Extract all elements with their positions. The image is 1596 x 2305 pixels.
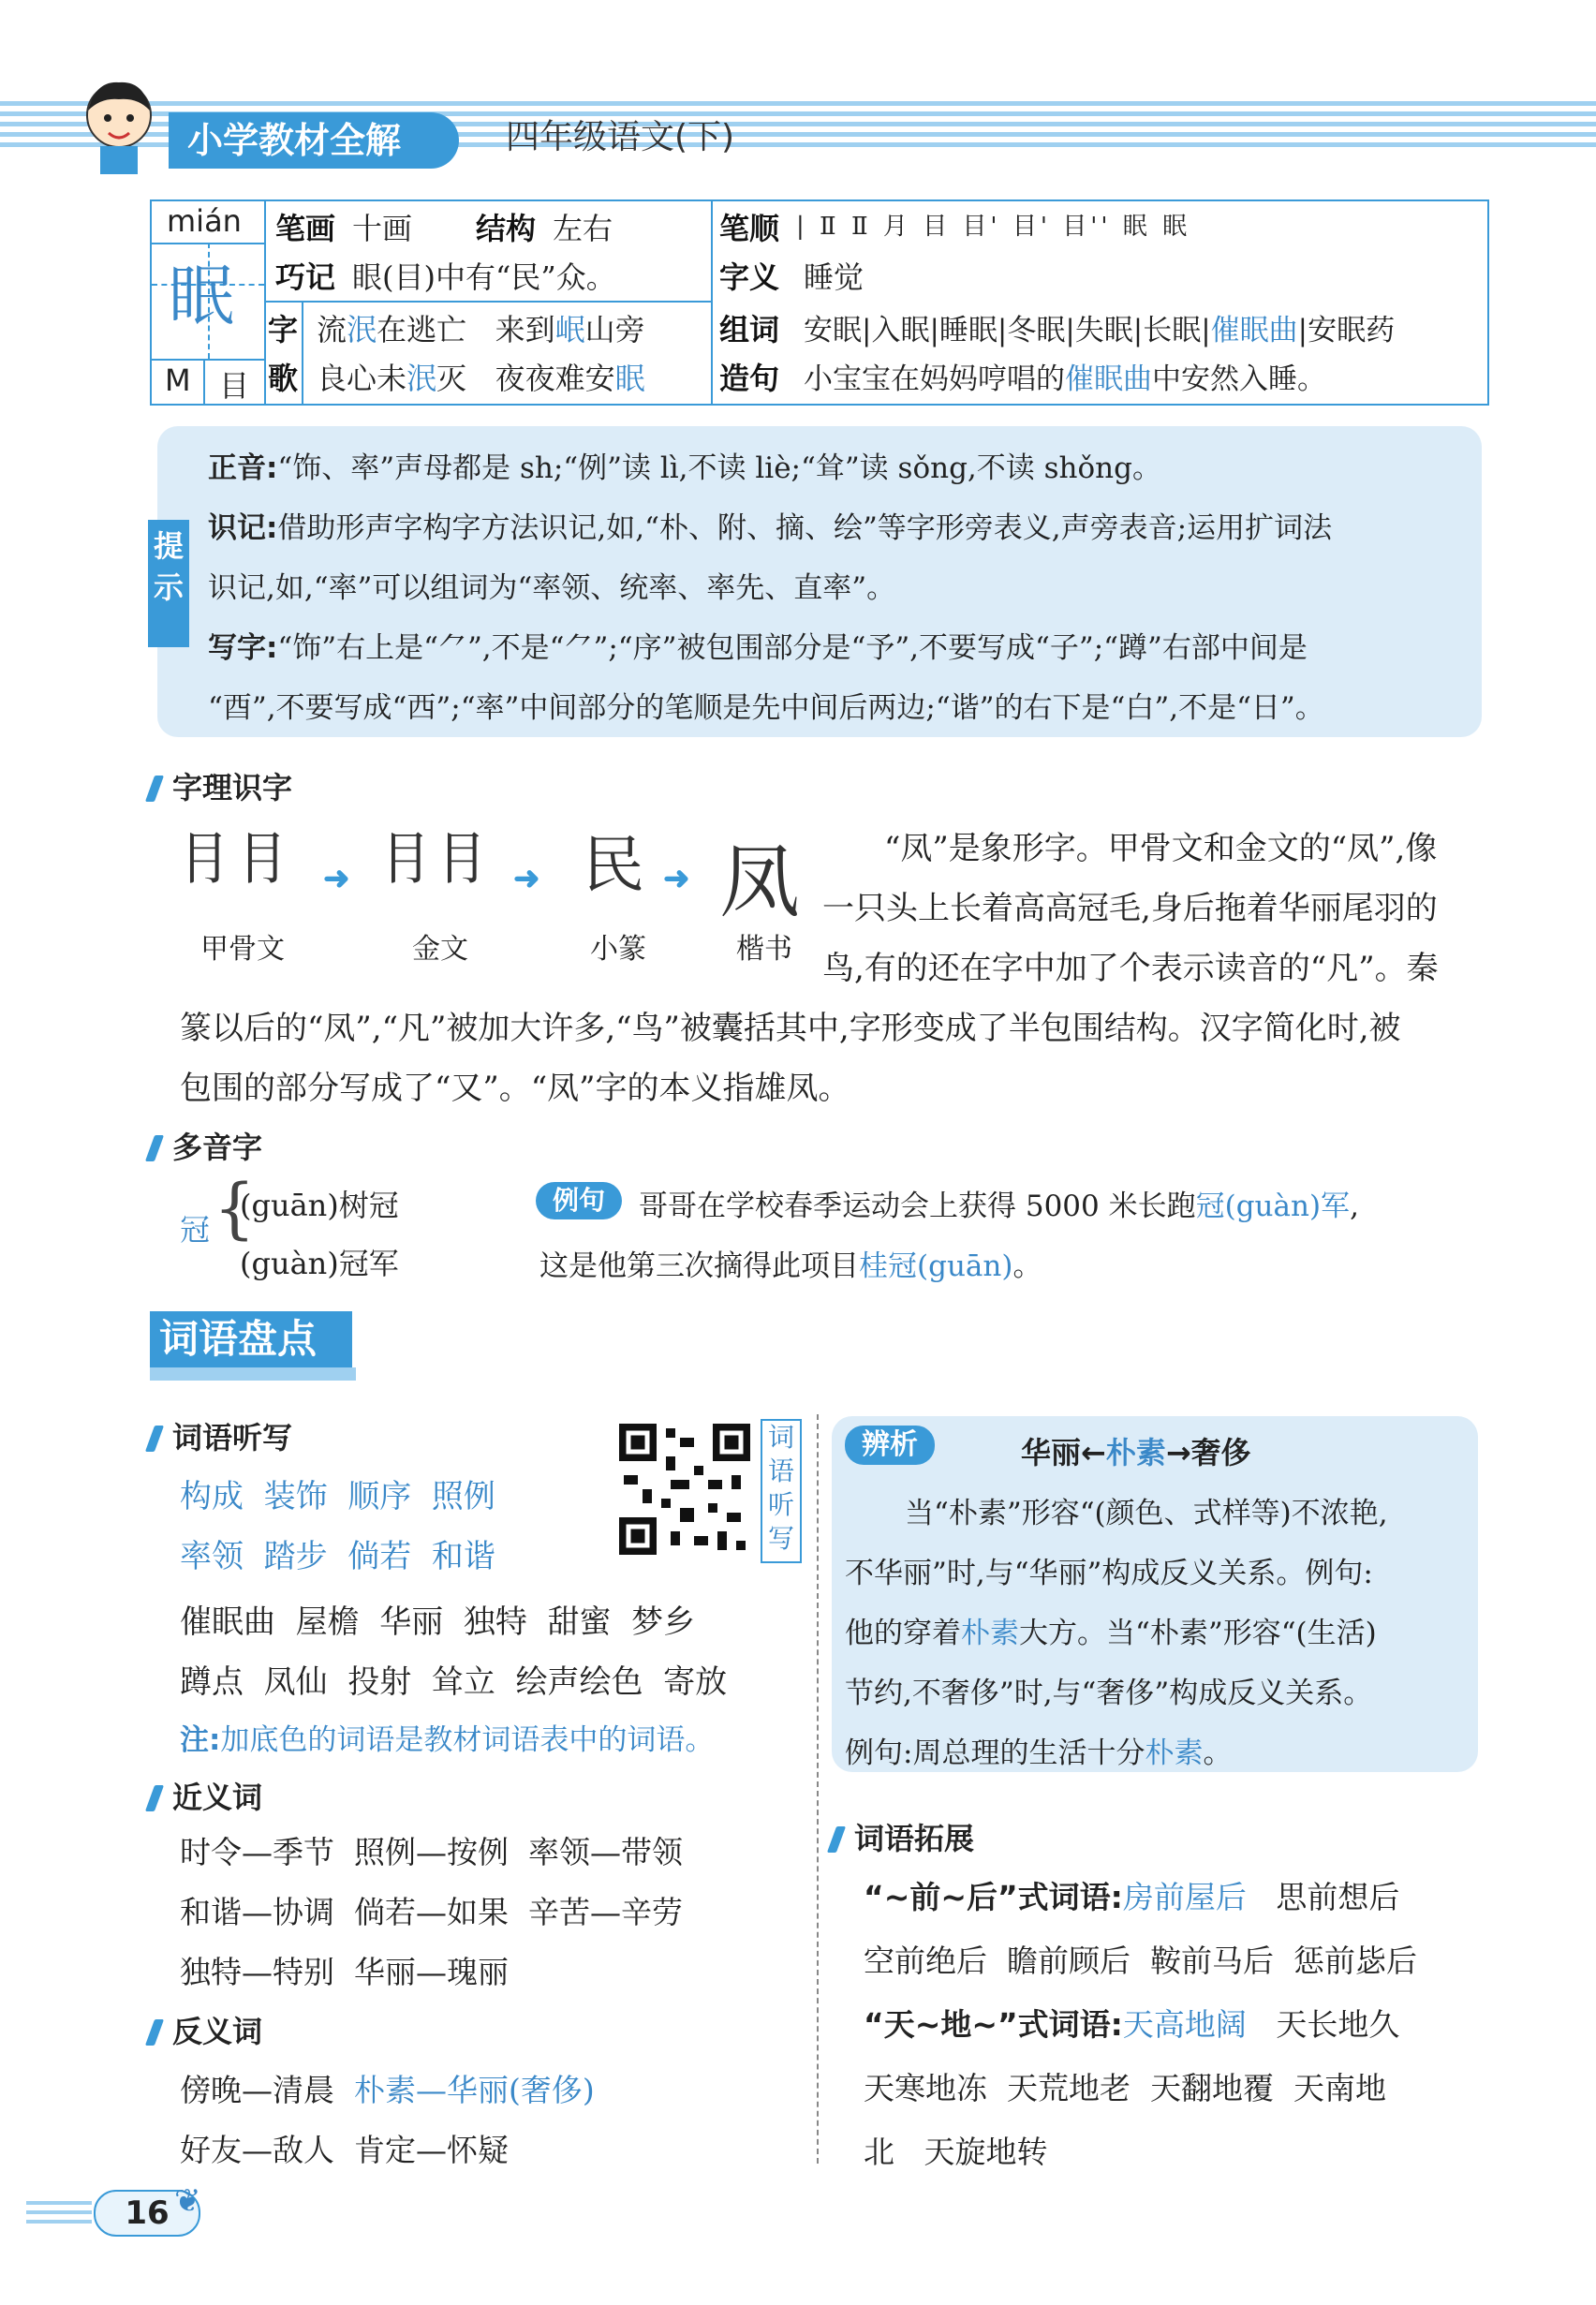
tingxie-row-4: 蹲点 凤仙 投射 耸立 绘声绘色 寄放	[180, 1663, 728, 1701]
tip-pronunciation: 正音:“饰、率”声母都是 sh;“例”读 lì,不读 liè;“耸”读 sǒng,不读 shǒng。	[208, 451, 1161, 485]
words-label: 组词	[719, 312, 780, 347]
card-radical-letter: M	[165, 362, 191, 398]
tip-memory-cont: 识记,如,“率”可以组词为“率领、统率、率先、直率”。	[208, 571, 896, 605]
tingxie-note: 注:加底色的词语是教材词语表中的词语。	[180, 1723, 715, 1757]
tuozhan-line-3: “天~地~”式词语:天高地阔 天长地久	[864, 2006, 1400, 2043]
pen-icon	[145, 2019, 164, 2046]
bianxi-tag: 辨析	[845, 1426, 935, 1465]
duoyin-example-1: 哥哥在学校春季运动会上获得 5000 米长跑冠(guàn)军,	[639, 1189, 1359, 1223]
song-line-2: 良心未泯灭 夜夜难安眠	[317, 361, 645, 396]
label-bronze: 金文	[412, 933, 468, 966]
memo-value: 眼(目)中有“民”众。	[352, 259, 616, 295]
bronze-glyph: ⺝⺝	[384, 827, 496, 893]
tingxie-row-3: 催眠曲 屋檐 华丽 独特 甜蜜 梦乡	[180, 1603, 696, 1641]
boy-mascot-icon	[67, 73, 170, 176]
tuozhan-line-5: 北 天旋地转	[864, 2134, 1048, 2170]
bianxi-title: 华丽←朴素→奢侈	[1021, 1435, 1251, 1470]
song-line-1: 流泯在逃亡 来到岷山旁	[317, 312, 645, 347]
pen-icon	[145, 1135, 164, 1161]
arrow-icon: ➜	[323, 860, 350, 897]
bianxi-line-4: 节约,不奢侈”时,与“奢侈”构成反义关系。	[845, 1677, 1373, 1710]
duoyin-reading-1: (guān)树冠	[240, 1188, 399, 1223]
duoyin-example-2: 这是他第三次摘得此项目桂冠(guān)。	[539, 1249, 1042, 1283]
strokes-label: 笔画	[275, 211, 336, 246]
meaning-value: 睡觉	[804, 259, 864, 295]
jinyi-row-2: 和谐—协调 倘若—如果 辛苦—辛劳	[180, 1894, 683, 1930]
sentence-label: 造句	[719, 361, 780, 396]
zili-text-4: 篆以后的“凤”,“凡”被加大许多,“鸟”被囊括其中,字形变成了半包围结构。汉字简化时,被	[180, 1010, 1401, 1047]
character-card	[150, 199, 1489, 406]
order-label: 笔顺	[719, 211, 780, 246]
qr-code-icon	[614, 1419, 755, 1559]
column-divider	[817, 1414, 819, 2164]
jinyi-row-3: 独特—特别 华丽—瑰丽	[180, 1954, 509, 1990]
page-number: 16	[94, 2190, 200, 2237]
structure-value: 左右	[553, 211, 613, 246]
card-char: 眠	[169, 258, 234, 334]
pen-icon	[145, 1426, 164, 1452]
meaning-label: 字义	[719, 259, 780, 295]
tips-tag: 提示	[148, 520, 189, 647]
pen-icon	[145, 1785, 164, 1811]
tuozhan-line-2: 空前绝后 瞻前顾后 鞍前马后 惩前毖后	[864, 1943, 1417, 1979]
header-badge: 小学教材全解	[169, 112, 459, 169]
structure-label: 结构	[476, 211, 537, 246]
tuozhan-line-1: “~前~后”式词语:房前屋后 思前想后	[864, 1879, 1400, 1915]
bianxi-line-3: 他的穿着朴素大方。当“朴素”形容“(生活)	[845, 1617, 1377, 1650]
page-stripes	[26, 2201, 92, 2229]
tuozhan-heading: 词语拓展	[832, 1815, 974, 1858]
zili-text-5: 包围的部分写成了“又”。“凤”字的本义指雄凤。	[180, 1070, 850, 1107]
zili-text-2: 一只头上长着高高冠毛,身后拖着华丽尾羽的	[822, 890, 1438, 927]
qr-tag: 词语听写	[761, 1419, 802, 1563]
zili-heading: 字理识字	[150, 764, 292, 807]
words-value: 安眠|入眠|睡眠|冬眠|失眠|长眠|催眠曲|安眠药	[804, 314, 1396, 347]
pen-icon	[827, 1826, 846, 1853]
jinyi-row-1: 时令—季节 照例—按例 率领—带领	[180, 1834, 683, 1870]
card-pinyin: mián	[167, 203, 242, 239]
duoyin-reading-2: (guàn)冠军	[240, 1246, 399, 1281]
arrow-icon: ➜	[513, 860, 540, 897]
tuozhan-line-4: 天寒地冻 天荒地老 天翻地覆 天南地	[864, 2070, 1386, 2106]
arrow-icon: ➜	[663, 860, 690, 897]
jinyi-heading: 近义词	[150, 1774, 262, 1817]
tingxie-heading: 词语听写	[150, 1414, 292, 1457]
label-kaishu: 楷书	[736, 933, 792, 966]
seal-glyph: ⺠	[583, 829, 644, 901]
strokes-value: 十画	[352, 211, 413, 246]
song-label-2: 歌	[268, 361, 299, 396]
section-title: 词语盘点	[150, 1311, 352, 1367]
bianxi-line-5: 例句:周总理的生活十分朴素。	[845, 1736, 1233, 1770]
kaishu-glyph: 凤	[719, 835, 800, 929]
bianxi-line-2: 不华丽”时,与“华丽”构成反义关系。例句:	[845, 1557, 1373, 1590]
leaf-icon: ❦	[174, 2182, 201, 2220]
fanyi-heading: 反义词	[150, 2008, 262, 2051]
label-seal: 小篆	[590, 933, 646, 966]
zili-text-1: “凤”是象形字。甲骨文和金文的“凤”,像	[884, 830, 1438, 867]
tip-writing: 写字:“饰”右上是“⺈”,不是“⺈”;“序”被包围部分是“予”,不要写成“子”;“蹲”右部中间是	[208, 631, 1308, 665]
duoyin-heading: 多音字	[150, 1124, 262, 1167]
oracle-glyph: ⺝⺝	[183, 827, 299, 893]
fanyi-row-2: 好友—敌人 肯定—怀疑	[180, 2132, 509, 2168]
tip-writing-cont: “酉”,不要写成“西”;“率”中间部分的笔顺是先中间后两边;“谐”的右下是“白”,不是“日”。	[208, 691, 1324, 725]
duoyin-char: 冠	[180, 1212, 211, 1248]
fanyi-row-1: 傍晚—清晨 朴素—华丽(奢侈)	[180, 2072, 595, 2108]
example-tag: 例句	[536, 1182, 622, 1219]
tingxie-row-2: 率领 踏步 倘若 和谐	[180, 1538, 495, 1575]
tip-memory: 识记:借助形声字构字方法识记,如,“朴、附、摘、绘”等字形旁表义,声旁表音;运用扩词法	[208, 511, 1333, 545]
card-radical: 目	[219, 368, 250, 404]
stroke-order: | Ⅱ Ⅱ 月 目 目' 目' 目'' 眠 眠	[796, 213, 1191, 241]
pen-icon	[145, 776, 164, 802]
section-title-shadow	[150, 1367, 356, 1381]
song-label-1: 字	[268, 312, 299, 347]
header-subtitle: 四年级语文(下)	[506, 118, 735, 156]
tingxie-row-1: 构成 装饰 顺序 照例	[180, 1478, 495, 1515]
sentence-value: 小宝宝在妈妈哼唱的催眠曲中安然入睡。	[804, 362, 1326, 396]
bianxi-line-1: 当“朴素”形容“(颜色、式样等)不浓艳,	[905, 1497, 1388, 1530]
brace-icon: {	[214, 1170, 256, 1247]
memo-label: 巧记	[275, 259, 336, 295]
label-oracle: 甲骨文	[200, 933, 285, 966]
zili-text-3: 鸟,有的还在字中加了个表示读音的“凡”。秦	[822, 950, 1439, 987]
